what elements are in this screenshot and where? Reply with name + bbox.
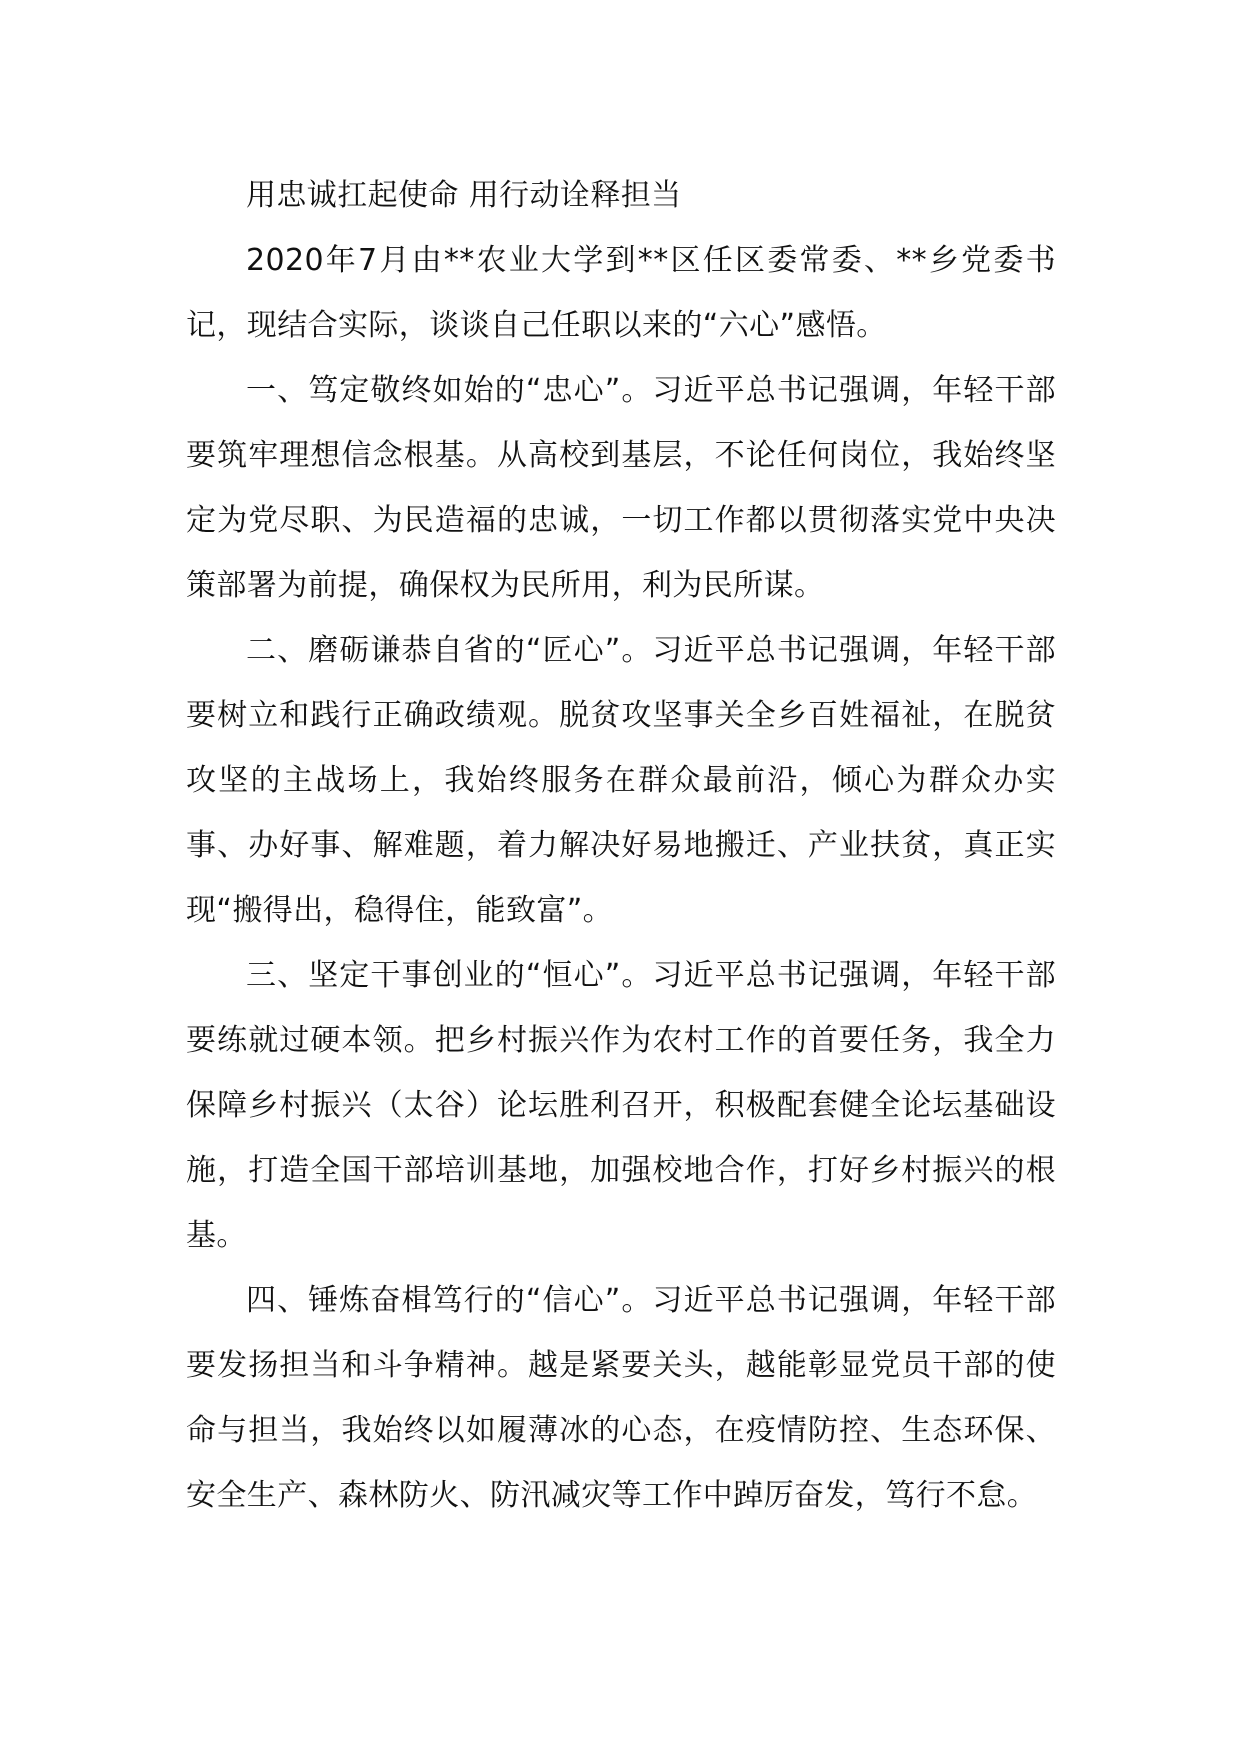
- paragraph-section-1: 一、笃定敬终如始的“忠心”。习近平总书记强调，年轻干部要筑牢理想信念根基。从高校到基层，不论任何岗位，我始终坚定为党尽职、为民造福的忠诚，一切工作都以贯彻落实党中央决策部署为前提，确保权为民所用，利为民所谋。: [186, 373, 1056, 603]
- paragraph-intro: 2020年7月由**农业大学到**区任区委常委、**乡党委书记，现结合实际，谈谈自己任职以来的“六心”感悟。: [186, 243, 1056, 343]
- paragraph-section-2: 二、磨砺谦恭自省的“匠心”。习近平总书记强调，年轻干部要树立和践行正确政绩观。脱贫攻坚事关全乡百姓福祉，在脱贫攻坚的主战场上，我始终服务在群众最前沿，倾心为群众办实事、办好事、解难题，着力解决好易地搬迁、产业扶贫，真正实现“搬得出，稳得住，能致富”。: [186, 633, 1056, 928]
- document-title: 用忠诚扛起使命 用行动诠释担当: [246, 178, 682, 213]
- document-body: [186, 163, 1056, 1528]
- paragraph-section-4: 四、锤炼奋楫笃行的“信心”。习近平总书记强调，年轻干部要发扬担当和斗争精神。越是紧要关头，越能彰显党员干部的使命与担当，我始终以如履薄冰的心态，在疫情防控、生态环保、安全生产、森林防火、防汛减灾等工作中踔厉奋发，笃行不怠。: [186, 1283, 1056, 1513]
- paragraph-section-3: 三、坚定干事创业的“恒心”。习近平总书记强调，年轻干部要练就过硬本领。把乡村振兴作为农村工作的首要任务，我全力保障乡村振兴（太谷）论坛胜利召开，积极配套健全论坛基础设施，打造全国干部培训基地，加强校地合作，打好乡村振兴的根基。: [186, 958, 1056, 1253]
